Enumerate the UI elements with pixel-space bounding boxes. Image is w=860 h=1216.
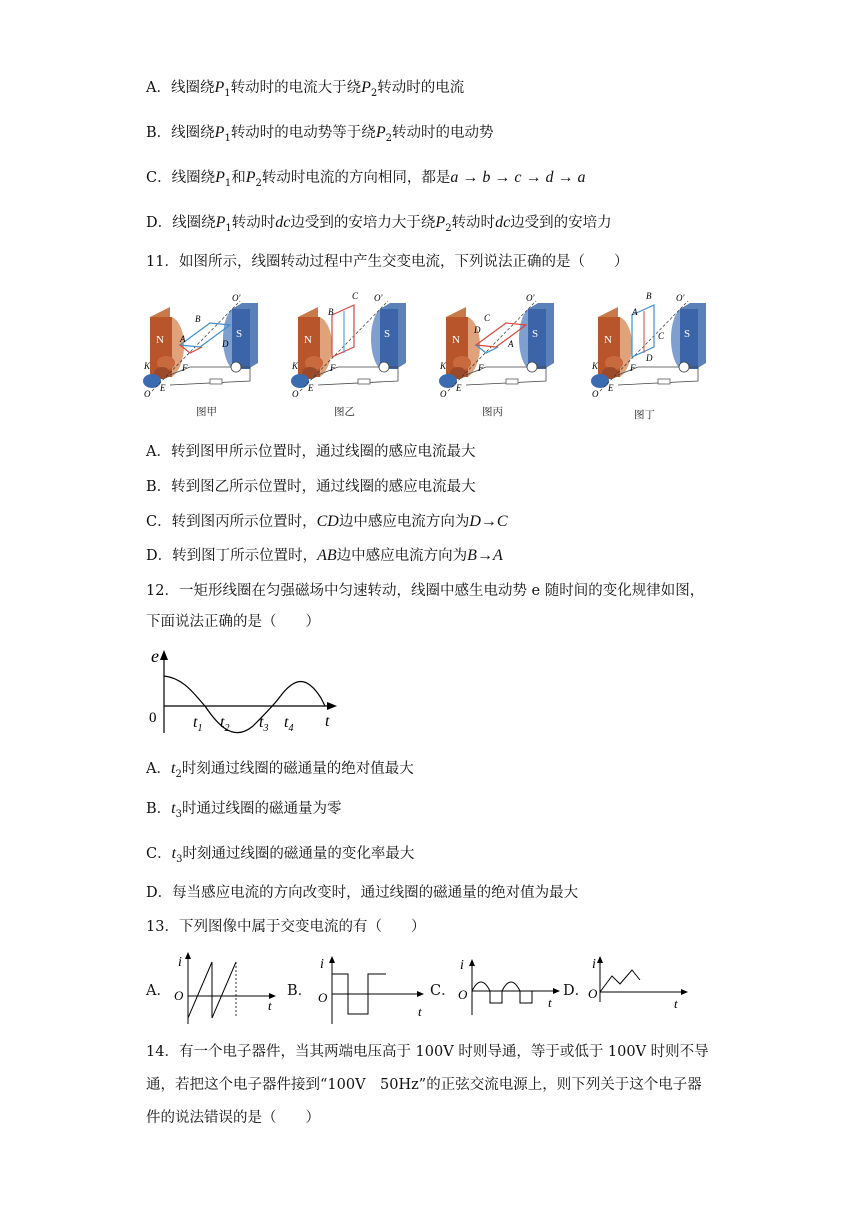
q10-option-a: A．线圈绕$P_1$转动时的电流大于绕$P_2$转动时的电流 bbox=[146, 79, 465, 99]
svg-text:i: i bbox=[178, 955, 182, 970]
q13-graph-a bbox=[172, 948, 282, 1028]
q12-option-d: D．每当感应电流的方向改变时，通过线圈的磁通量的绝对值为最大 bbox=[146, 885, 579, 901]
svg-text:O: O bbox=[318, 990, 328, 1005]
q11-figures bbox=[140, 285, 740, 425]
svg-text:A: A bbox=[632, 307, 638, 317]
svg-text:C: C bbox=[484, 313, 491, 323]
emf-curve bbox=[164, 676, 325, 733]
q14-stem-line3: 件的说法错误的是（ ） bbox=[146, 1110, 320, 1126]
svg-text:C: C bbox=[658, 331, 665, 341]
svg-text:i: i bbox=[460, 958, 464, 973]
svg-text:O: O bbox=[440, 389, 447, 399]
q13-graph-b bbox=[312, 952, 432, 1032]
q13-graph-d bbox=[588, 952, 698, 1022]
q12-stem-line2: 下面说法正确的是（ ） bbox=[146, 614, 320, 630]
q13-graph-c bbox=[456, 955, 566, 1025]
tick-t4: $t_4$ bbox=[284, 714, 294, 734]
svg-text:B: B bbox=[328, 307, 334, 317]
q10-option-d: D．线圈绕$P_1$转动时dc边受到的安培力大于绕$P_2$转动时dc边受到的安培力 bbox=[146, 214, 612, 234]
svg-text:K: K bbox=[292, 361, 299, 371]
svg-text:A: A bbox=[508, 339, 514, 349]
svg-text:O: O bbox=[588, 986, 598, 1001]
svg-text:O': O' bbox=[676, 293, 685, 303]
svg-text:O': O' bbox=[526, 293, 535, 303]
figure-yi bbox=[291, 291, 406, 399]
figure-ding bbox=[591, 291, 706, 399]
q11-option-a: A．转到图甲所示位置时，通过线圈的感应电流最大 bbox=[146, 444, 476, 460]
caption-bing: 图丙 bbox=[482, 406, 503, 418]
q12-emf-graph bbox=[145, 648, 345, 738]
q12-option-c: C．$t_3$时刻通过线圈的磁通量的变化率最大 bbox=[146, 845, 415, 865]
t-axis-label: t bbox=[325, 713, 330, 730]
q13-label-a: A． bbox=[146, 983, 171, 999]
svg-text:O: O bbox=[458, 987, 468, 1002]
svg-text:t: t bbox=[674, 996, 678, 1011]
svg-text:F: F bbox=[182, 363, 188, 373]
caption-yi: 图乙 bbox=[334, 406, 355, 418]
svg-text:A: A bbox=[180, 334, 186, 344]
svg-text:t: t bbox=[548, 995, 552, 1010]
svg-text:O: O bbox=[592, 389, 599, 399]
e-axis-label: e bbox=[151, 648, 159, 666]
svg-text:E: E bbox=[608, 383, 614, 393]
svg-text:t: t bbox=[418, 1004, 422, 1019]
svg-text:D: D bbox=[474, 325, 481, 335]
svg-text:E: E bbox=[308, 383, 314, 393]
svg-text:O: O bbox=[292, 389, 299, 399]
svg-text:O: O bbox=[144, 389, 151, 399]
tick-t1: $t_1$ bbox=[193, 714, 203, 734]
caption-jia: 图甲 bbox=[196, 406, 217, 418]
q13-label-b: B． bbox=[287, 983, 313, 999]
svg-text:C: C bbox=[352, 291, 359, 301]
svg-text:K: K bbox=[440, 361, 447, 371]
svg-text:O': O' bbox=[232, 293, 241, 303]
origin-label: 0 bbox=[149, 710, 157, 726]
q14-stem-line2: 通，若把这个电子器件接到“100V 50Hz”的正弦交流电源上，则下列关于这个电子器 bbox=[146, 1077, 702, 1093]
svg-text:O: O bbox=[174, 988, 184, 1003]
q11-stem: 11．如图所示，线圈转动过程中产生交变电流，下列说法正确的是（ ） bbox=[146, 254, 629, 270]
svg-text:K: K bbox=[144, 361, 151, 371]
q13-label-d: D． bbox=[563, 983, 590, 999]
svg-text:D: D bbox=[646, 353, 653, 363]
q10-option-b: B．线圈绕$P_1$转动时的电动势等于绕$P_2$转动时的电动势 bbox=[146, 124, 494, 144]
q12-option-a: A．$t_2$时刻通过线圈的磁通量的绝对值最大 bbox=[146, 760, 414, 780]
q13-label-c: C． bbox=[430, 983, 456, 999]
svg-text:F: F bbox=[330, 363, 336, 373]
svg-text:B: B bbox=[646, 291, 652, 301]
svg-text:i: i bbox=[320, 957, 324, 972]
tick-t3: $t_3$ bbox=[259, 714, 269, 734]
svg-text:E: E bbox=[456, 383, 462, 393]
q11-option-c: C．转到图丙所示位置时，CD边中感应电流方向为D→C bbox=[146, 513, 508, 530]
svg-text:i: i bbox=[592, 957, 596, 972]
svg-text:K: K bbox=[592, 361, 599, 371]
q14-stem-line1: 14．有一个电子器件，当其两端电压高于 100V 时则导通，等于或低于 100V 时则不导 bbox=[146, 1044, 709, 1060]
svg-text:F: F bbox=[478, 363, 484, 373]
svg-text:E: E bbox=[160, 383, 166, 393]
figure-jia bbox=[143, 293, 258, 399]
q12-option-b: B．$t_3$时通过线圈的磁通量为零 bbox=[146, 800, 342, 820]
tick-t2: $t_2$ bbox=[220, 714, 230, 734]
svg-text:t: t bbox=[268, 998, 272, 1013]
q11-option-d: D．转到图丁所示位置时，AB边中感应电流方向为B→A bbox=[146, 547, 503, 564]
svg-text:B: B bbox=[195, 314, 201, 324]
caption-ding: 图丁 bbox=[634, 409, 655, 421]
q10-option-c: C．线圈绕$P_1$和$P_2$转动时电流的方向相同，都是a → b → c → d → a bbox=[146, 169, 586, 189]
svg-text:F: F bbox=[630, 363, 636, 373]
svg-text:O': O' bbox=[374, 293, 383, 303]
figure-bing bbox=[439, 293, 554, 399]
svg-text:D: D bbox=[222, 339, 229, 349]
q13-stem: 13．下列图像中属于交变电流的有（ ） bbox=[146, 919, 426, 935]
q11-option-b: B．转到图乙所示位置时，通过线圈的感应电流最大 bbox=[146, 479, 476, 495]
q12-stem-line1: 12．一矩形线圈在匀强磁场中匀速转动，线圈中感生电动势 e 随时间的变化规律如图， bbox=[146, 583, 705, 599]
